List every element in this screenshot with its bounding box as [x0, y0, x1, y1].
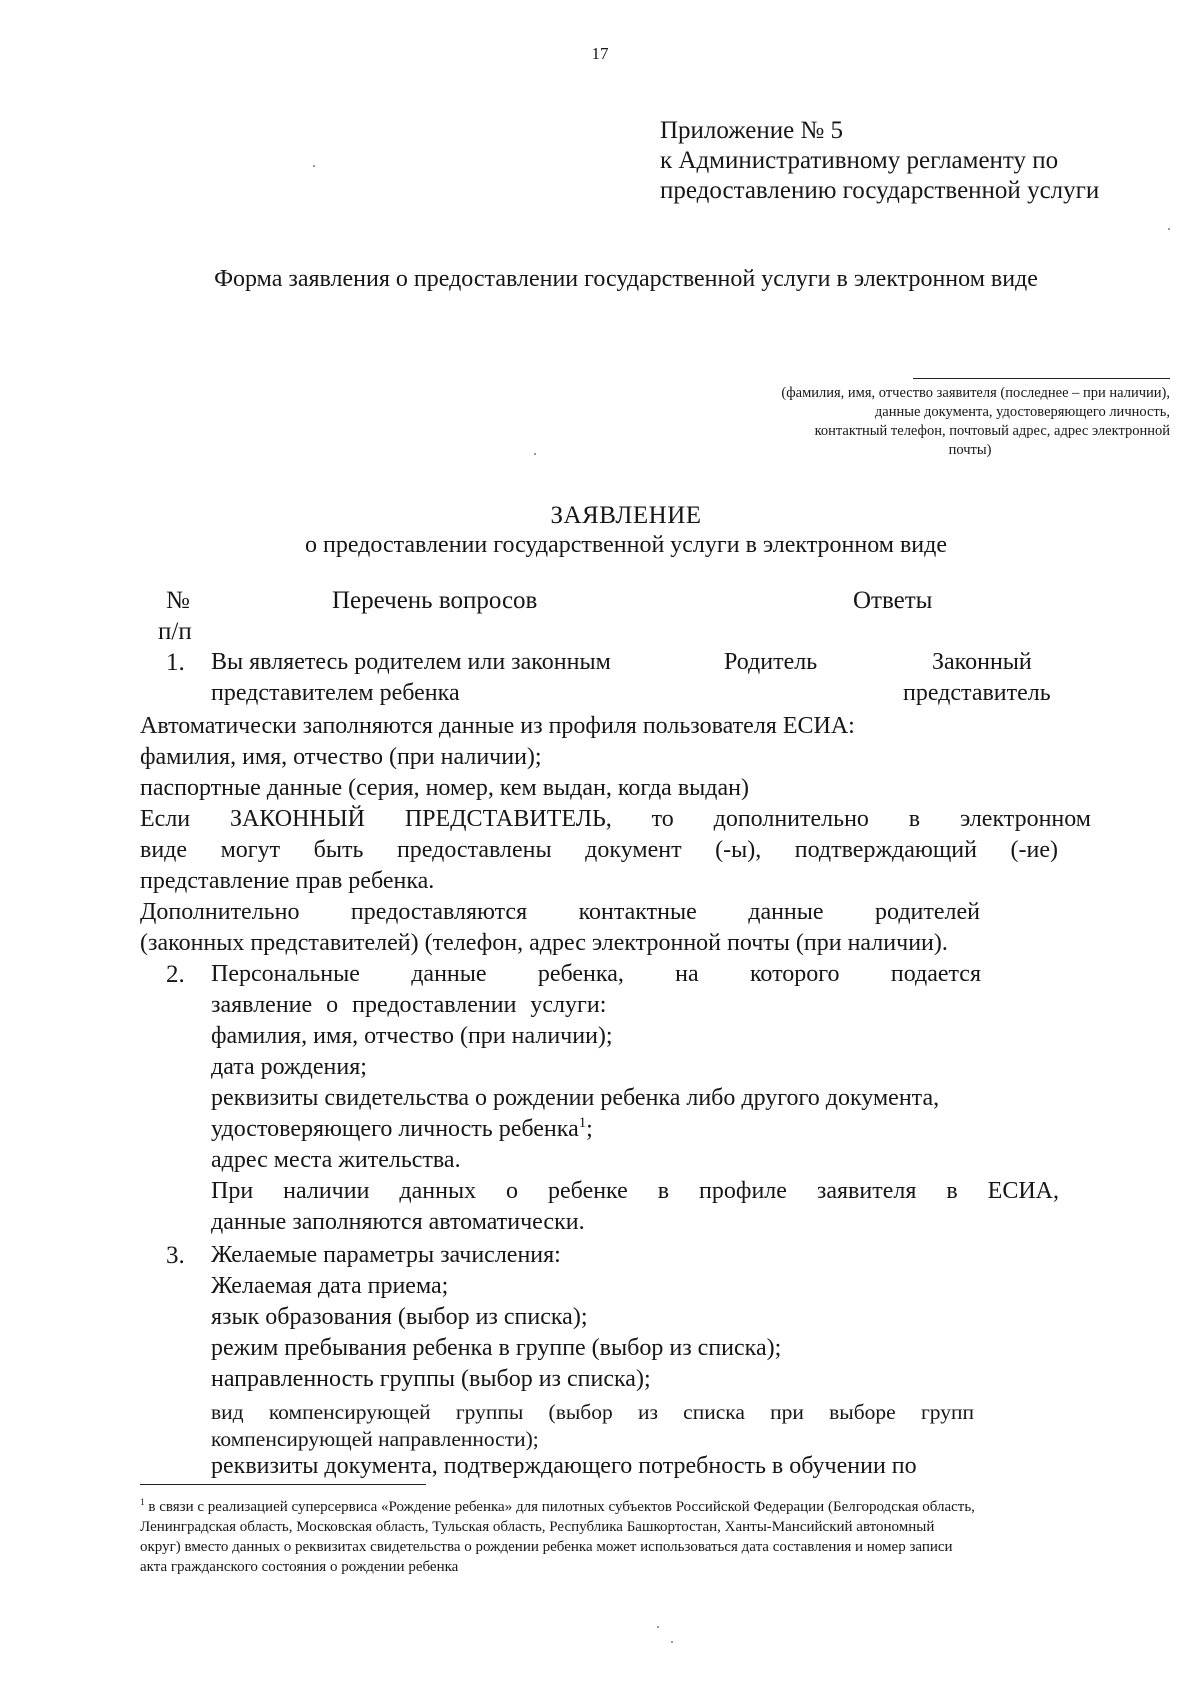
appendix-header: [660, 116, 1099, 206]
header-answers: Ответы: [853, 587, 933, 614]
answer-parent: Родитель: [724, 649, 818, 675]
header-number-sub: п/п: [158, 618, 192, 645]
item2-number: 2.: [166, 961, 185, 988]
esia-line: виде могут быть предоставлены документ (-ы), подтверждающий (-ие): [140, 837, 1058, 863]
document-subtitle: о предоставлении государственной услуги в электронном виде: [304, 532, 948, 558]
item3-line: Желаемые параметры зачисления:: [211, 1242, 561, 1268]
esia-line: Дополнительно предоставляются контактные данные родителей: [140, 899, 980, 925]
caption-line: почты): [948, 442, 992, 458]
footnote-line: акта гражданского состояния о рождении ребенка: [140, 1559, 459, 1575]
item2-line: заявление о предоставлении услуги:: [211, 992, 607, 1018]
footnote-line: Ленинградская область, Московская область, Тульская область, Республика Башкортостан, Ханты-Мансийский автономный: [140, 1519, 935, 1535]
item2-line: дата рождения;: [211, 1054, 367, 1080]
item1-question: Вы являетесь родителем или законным: [211, 649, 611, 675]
footnote-marker: 1: [140, 1498, 145, 1508]
document-title: ЗАЯВЛЕНИЕ: [550, 502, 702, 529]
item3-line: язык образования (выбор из списка);: [211, 1304, 588, 1330]
applicant-caption: [640, 384, 1170, 460]
appendix-line: Приложение № 5: [660, 117, 844, 144]
footnote-line: [140, 1497, 1172, 1517]
item3-line: компенсирующей направленности);: [211, 1427, 539, 1451]
header-number: №: [166, 587, 190, 614]
item3-line: вид компенсирующей группы (выбор из списка при выборе групп: [211, 1400, 974, 1424]
scan-speck: [657, 1626, 659, 1628]
footnote-separator: [140, 1484, 426, 1485]
item2-line: [211, 1114, 593, 1145]
item2-line: Персональные данные ребенка, на которого подается: [211, 961, 981, 987]
item3-number: 3.: [166, 1242, 185, 1269]
appendix-line: предоставлению государственной услуги: [660, 177, 1100, 204]
item3-line: Желаемая дата приема;: [211, 1273, 449, 1299]
footnote: [140, 1497, 1172, 1577]
esia-line: Автоматически заполняются данные из профиля пользователя ЕСИА:: [140, 713, 855, 739]
item2-line-text: удостоверяющего личность ребенка: [211, 1116, 579, 1142]
footnote-line: округ) вместо данных о реквизитах свидетельства о рождении ребенка может использоваться дата составления и номер записи: [140, 1539, 953, 1555]
appendix-line: к Административному регламенту по: [660, 147, 1059, 174]
footnote-reference: 1: [578, 1115, 587, 1131]
footnote-text: в связи с реализацией суперсервиса «Рождение ребенка» для пилотных субъектов Российской Федерации (Белгородская область,: [144, 1499, 975, 1515]
caption-line: (фамилия, имя, отчество заявителя (последнее – при наличии),: [781, 385, 1170, 401]
caption-line: данные документа, удостоверяющего личность,: [874, 404, 1170, 420]
esia-line: представление прав ребенка.: [140, 868, 435, 894]
item3-line: реквизиты документа, подтверждающего потребность в обучении по: [211, 1453, 917, 1479]
scan-speck: [671, 1641, 673, 1643]
item2-line: реквизиты свидетельства о рождении ребенка либо другого документа,: [211, 1085, 940, 1111]
item2-line: При наличии данных о ребенке в профиле заявителя в ЕСИА,: [211, 1178, 1059, 1204]
esia-line: Если ЗАКОННЫЙ ПРЕДСТАВИТЕЛЬ, то дополнительно в электронном: [140, 806, 1091, 832]
scan-speck: [1168, 228, 1170, 230]
scan-speck: [313, 165, 315, 167]
item1-question: представителем ребенка: [211, 680, 460, 706]
esia-line: фамилия, имя, отчество (при наличии);: [140, 744, 542, 770]
item2-line: данные заполняются автоматически.: [211, 1209, 585, 1235]
item2-line: адрес места жительства.: [211, 1147, 461, 1173]
applicant-signature-line: [913, 378, 1170, 379]
item3-line: режим пребывания ребенка в группе (выбор из списка);: [211, 1335, 782, 1361]
caption-line: контактный телефон, почтовый адрес, адрес электронной: [814, 423, 1170, 439]
item3-line: направленность группы (выбор из списка);: [211, 1366, 651, 1392]
answer-legal-representative: представитель: [903, 680, 1051, 706]
item2-line-end: ;: [586, 1116, 593, 1142]
scan-speck: [534, 453, 536, 455]
item1-number: 1.: [166, 649, 185, 676]
header-questions: Перечень вопросов: [332, 587, 538, 614]
esia-line: паспортные данные (серия, номер, кем выдан, когда выдан): [140, 775, 749, 801]
answer-legal-representative: Законный: [932, 649, 1032, 675]
esia-line: (законных представителей) (телефон, адрес электронной почты (при наличии).: [140, 930, 948, 956]
item2-line: фамилия, имя, отчество (при наличии);: [211, 1023, 613, 1049]
page-number: 17: [591, 44, 609, 63]
form-title: Форма заявления о предоставлении государственной услуги в электронном виде: [214, 266, 1038, 292]
